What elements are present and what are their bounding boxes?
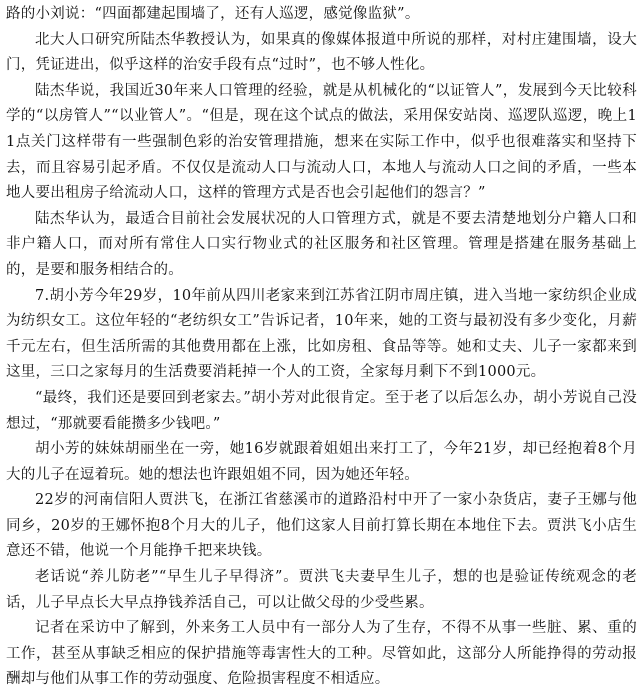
paragraph: 22岁的河南信阳人贾洪飞，在浙江省慈溪市的道路沿村中开了一家小杂货店，妻子王娜与他同乡，20岁的王娜怀抱8个月大的儿子，他们这家人目前打算长期在本地住下去。贾洪飞小店生意还不错，他说一个月能挣千把来块钱。 xyxy=(6,492,637,560)
paragraph: “最终，我们还是要回到老家去。”胡小芳对此很肯定。至于老了以后怎么办，胡小芳说自己没想过，“那就要看能攒多少钱吧。” xyxy=(6,389,637,432)
paragraph: 记者在采访中了解到，外来务工人员中有一部分人为了生存，不得不从事一些脏、累、重的工作，甚至从事缺乏相应的保护措施等毒害性大的工种。尽管如此，这部分人所能挣得的劳动报酬却与他们从事工作的劳动强度、危险损害程度不相适应。 xyxy=(6,620,637,688)
paragraph: 胡小芳的妹妹胡丽坐在一旁，她16岁就跟着姐姐出来打工了，今年21岁，却已经抱着8个月大的儿子在逗着玩。她的想法也许跟姐姐不同，因为她还年轻。 xyxy=(6,441,637,483)
paragraph: 北大人口研究所陆杰华教授认为，如果真的像媒体报道中所说的那样，对村庄建围墙，设大门，凭证进出，似乎这样的治安手段有点“过时”，也不够人性化。 xyxy=(6,31,637,74)
paragraph: 陆杰华认为，最适合目前社会发展状况的人口管理方式，就是不要去清楚地划分户籍人口和非户籍人口，而对所有常住人口实行物业式的社区服务和社区管理。管理是搭建在服务基础上的，是要和服务相结合的。 xyxy=(6,210,637,278)
paragraph: 老话说“养儿防老”“早生儿子早得济”。贾洪飞夫妻早生儿子，想的也是验证传统观念的老话，儿子早点长大早点挣钱养活自己，可以让做父母的少受些累。 xyxy=(6,569,637,611)
paragraph: 7.胡小芳今年29岁，10年前从四川老家来到江苏省江阴市周庄镇，进入当地一家纺织企业成为纺织女工。这位年轻的“老纺织女工”告诉记者，10年来，她的工资与最初没有多少变化，月薪千元左右，但生活所需的其他费用都在上涨，比如房租、食品等等。她和丈夫、儿子一家都来到这里，三口之家每月的生活费要消耗掉一个人的工资，全家每月剩下不到1000元。 xyxy=(6,287,637,381)
paragraph-continuation: 路的小刘说：“四面都建起围墙了，还有人巡逻，感觉像监狱”。 xyxy=(6,6,420,22)
paragraph: 陆杰华说，我国近30年来人口管理的经验，就是从机械化的“以证管人”，发展到今天比较科学的“以房管人”“以业管人”。“但是，现在这个试点的做法，采用保安站岗、巡逻队巡逻，晚上11点关门这样带有一些强制色彩的治安管理措施，想来在实际工作中，似乎也很难落实和坚持下去，而且容易引起矛盾。不仅仅是流动人口与流动人口，本地人与流动人口之间的矛盾，一些本地人要出租房子给流动人口，这样的管理方式是否也会引起他们的怨言？” xyxy=(6,82,637,202)
